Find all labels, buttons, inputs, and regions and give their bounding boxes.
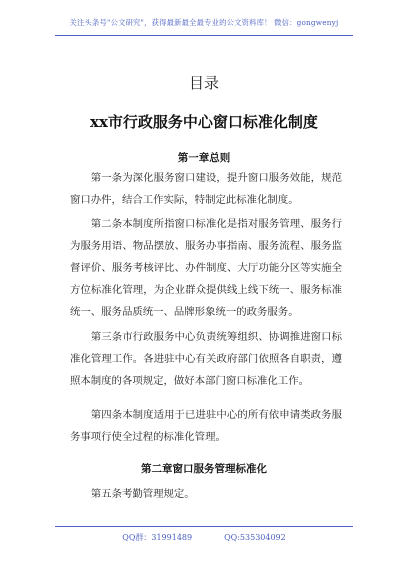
footer-contact <box>0 532 408 543</box>
footer-qq-group: QQ群：31991489 <box>122 533 193 542</box>
article-paragraph-1: 第一条为深化服务窗口建设，提升窗口服务效能，规范窗口办件，结合工作实际，特制定此标准化制度。 <box>70 172 342 206</box>
footer-qq: QQ:535304092 <box>224 533 286 542</box>
article-paragraph-2: 第二条本制度所指窗口标准化是指对服务管理、服务行为服务用语、物品摆放、服务办事指南、服务流程、服务监督评价、服务考核评比、办件制度、大厅功能分区等实施全方位标准化管理，为企业群众提供线上线下统一、服务标准统一、服务品质统一、品牌形象统一的政务服务。 <box>70 218 342 318</box>
article-paragraph-5: 第五条考勤管理规定。 <box>90 488 195 500</box>
header-divider <box>55 35 353 36</box>
chapter-heading-2: 第二章窗口服务管理标准化 <box>141 463 267 475</box>
chapter-heading-1: 第一章总则 <box>177 152 231 164</box>
toc-title: 目录 <box>188 74 219 92</box>
article-paragraph-4: 第四条本制度适用于已进驻中心的所有依申请类政务服务事项行使全过程的标准化管理。 <box>70 409 342 443</box>
header-banner: 关注头条号"公文研究"，获得最新最全最专业的公文资料库！ 微信：gongwenyj <box>69 18 339 27</box>
document-title: xx市行政服务中心窗口标准化制度 <box>90 113 318 131</box>
article-paragraph-3: 第三条市行政服务中心负责统筹组织、协调推进窗口标准化管理工作。各进驻中心有关政府部门依照各自职责，遵照本制度的各项规定，做好本部门窗口标准化工作。 <box>70 331 342 387</box>
footer-divider <box>55 526 353 527</box>
